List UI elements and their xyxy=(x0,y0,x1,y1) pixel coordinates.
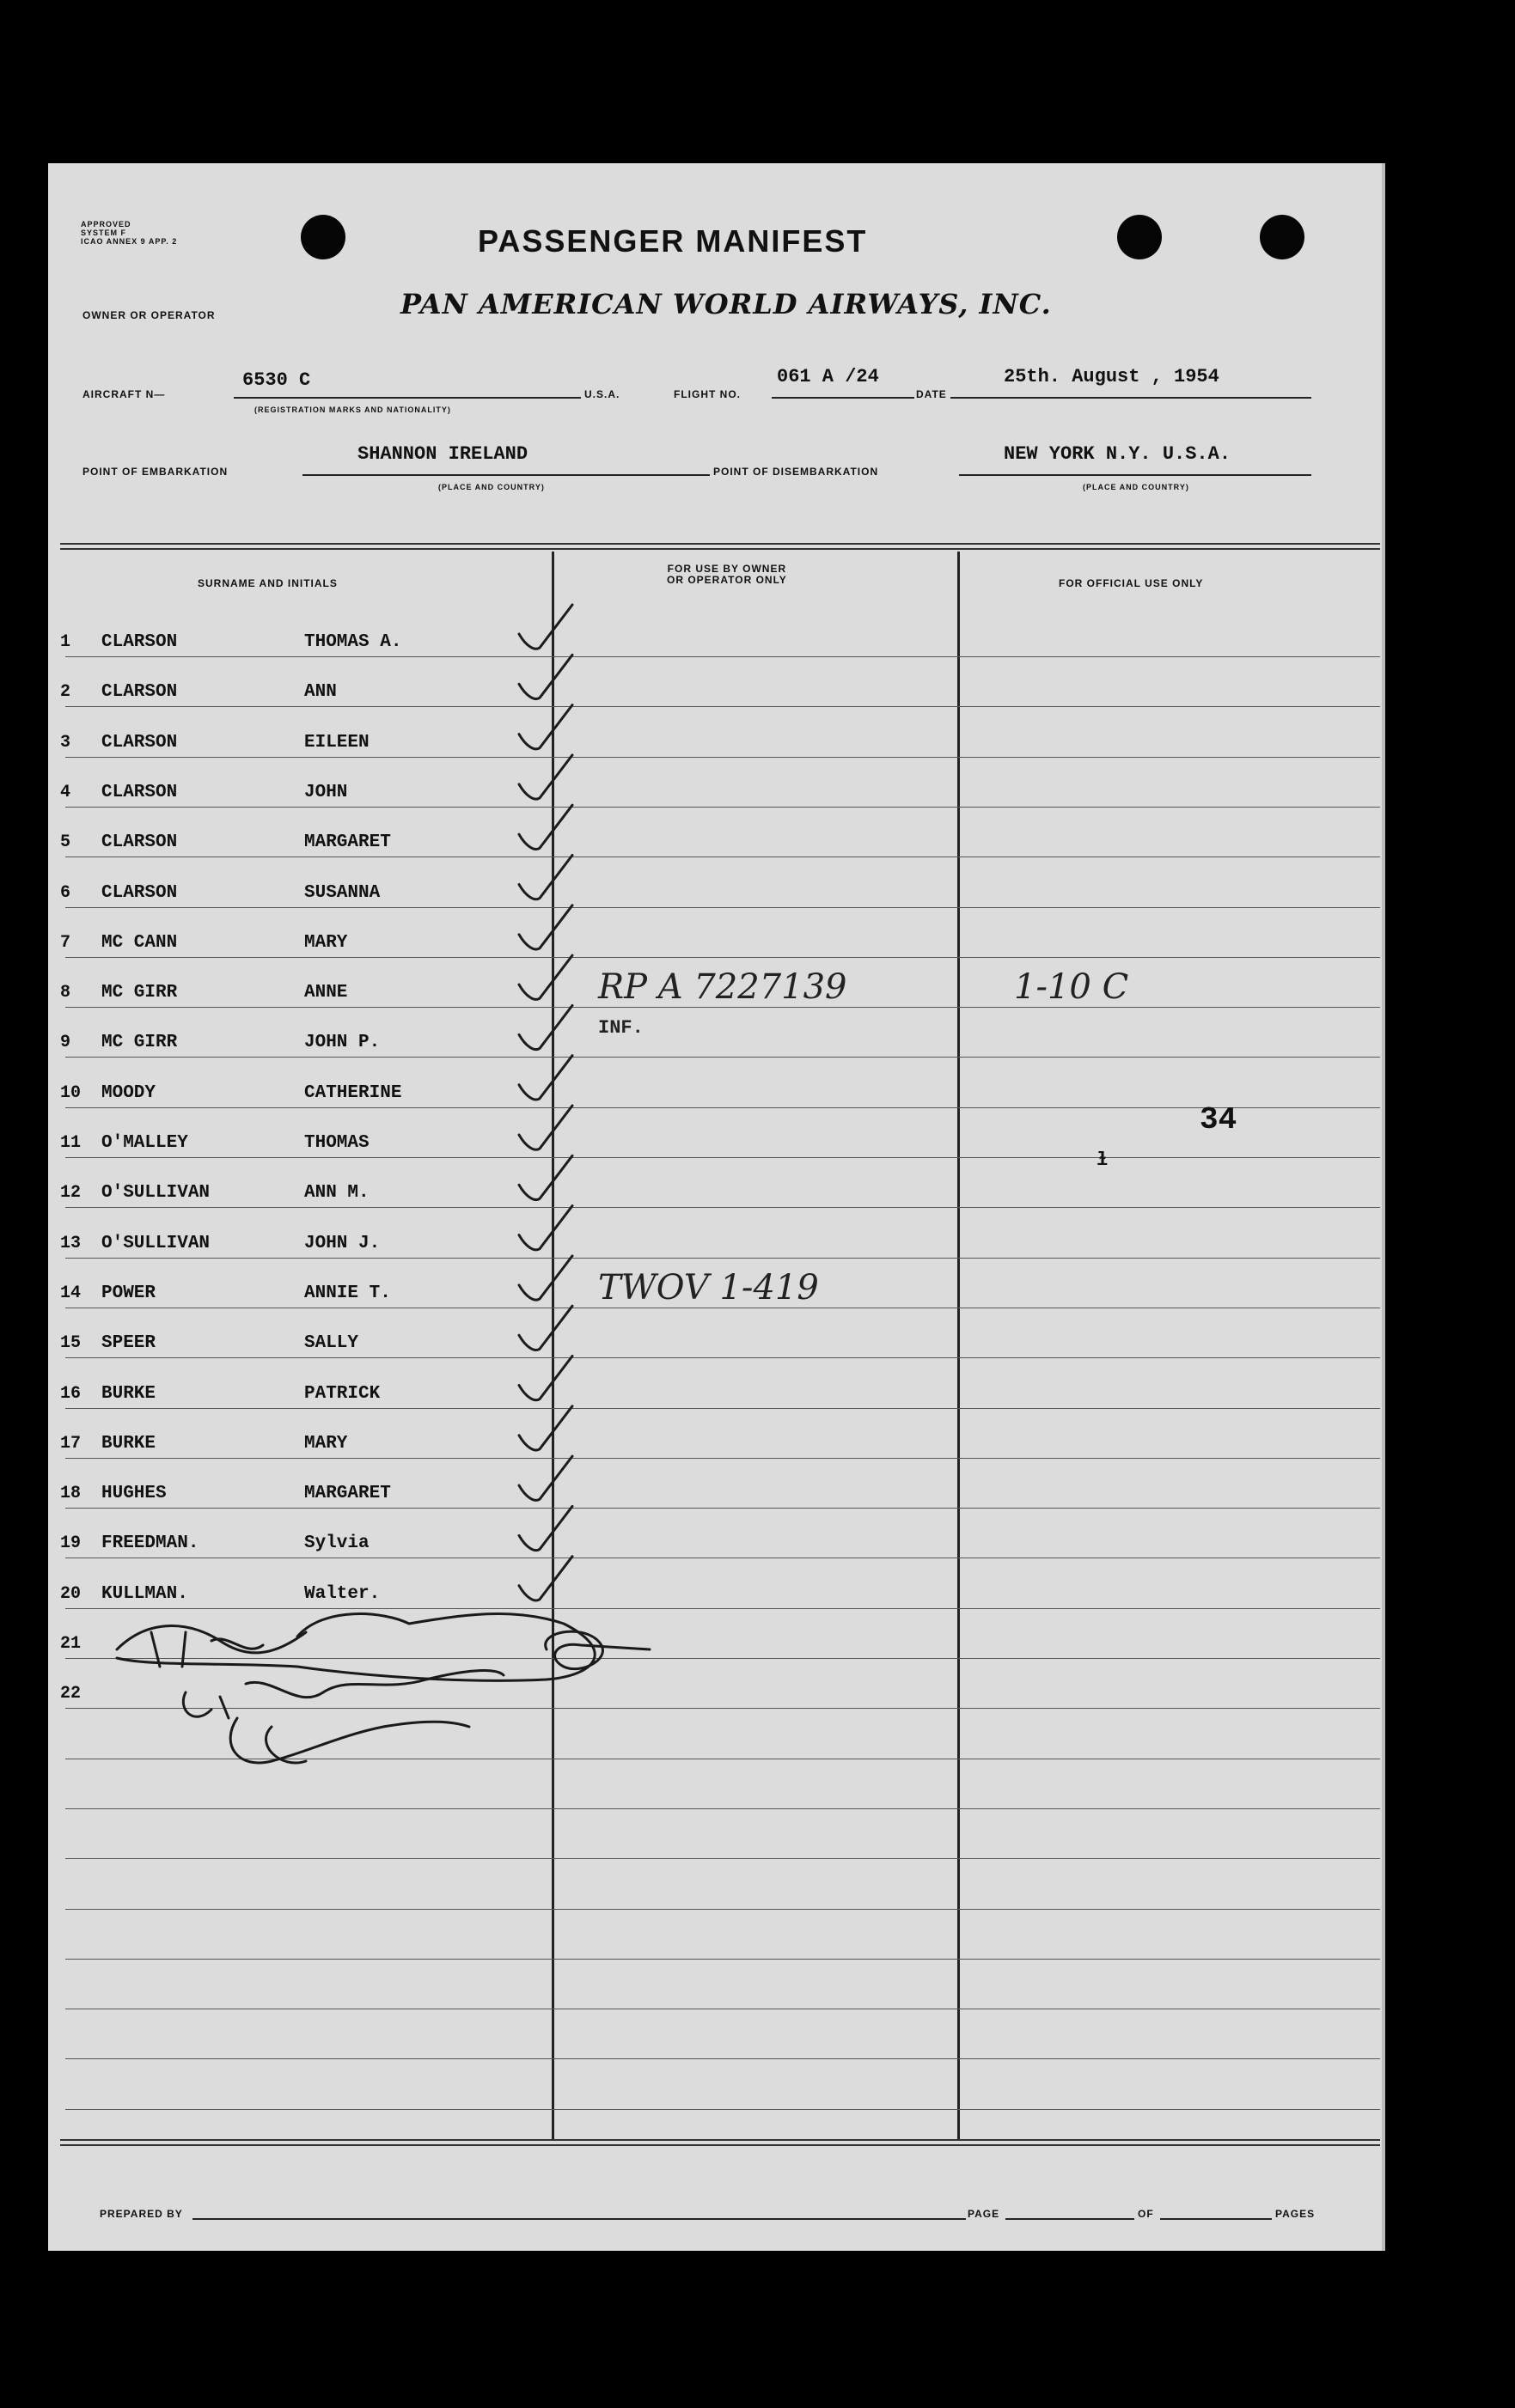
checkmark xyxy=(519,1456,572,1500)
passenger-surname: SPEER xyxy=(101,1333,156,1354)
flight-label: FLIGHT NO. xyxy=(674,388,741,400)
operator-note: TWOV 1-419 xyxy=(598,1267,819,1308)
page-line xyxy=(1005,2218,1134,2220)
owner-label: OWNER OR OPERATOR xyxy=(82,309,216,321)
passenger-surname: O'SULLIVAN xyxy=(101,1183,211,1204)
embark-label: POINT OF EMBARKATION xyxy=(82,466,229,478)
passenger-surname: KULLMAN. xyxy=(101,1583,188,1604)
usa-label: U.S.A. xyxy=(584,388,620,400)
disembark-value: NEW YORK N.Y. U.S.A. xyxy=(1004,443,1231,465)
operator-note: INF. xyxy=(598,1017,644,1039)
passenger-surname: MC CANN xyxy=(101,932,178,953)
disembark-label: POINT OF DISEMBARKATION xyxy=(713,466,879,478)
row-number: 12 xyxy=(60,1183,82,1204)
checkmark xyxy=(519,705,572,749)
checkmark xyxy=(519,856,572,899)
official-mark: ɫ xyxy=(1097,1149,1109,1171)
aircraft-value: 6530 C xyxy=(242,369,311,391)
passenger-given-name: JOHN xyxy=(304,782,348,802)
checkmark xyxy=(519,755,572,799)
row-number: 2 xyxy=(60,682,71,703)
passenger-surname: MC GIRR xyxy=(101,983,178,1003)
row-number: 20 xyxy=(60,1583,82,1604)
checkmark xyxy=(519,1506,572,1550)
passenger-given-name: CATHERINE xyxy=(304,1082,402,1103)
row-number: 7 xyxy=(60,932,71,953)
checkmark xyxy=(519,955,572,999)
row-number: 15 xyxy=(60,1333,82,1354)
row-number: 22 xyxy=(60,1684,82,1704)
passenger-surname: CLARSON xyxy=(101,732,178,753)
registration-caption: (REGISTRATION MARKS AND NATIONALITY) xyxy=(254,405,451,414)
passenger-surname: FREEDMAN. xyxy=(101,1533,199,1554)
checkmark xyxy=(519,1206,572,1250)
row-number: 4 xyxy=(60,782,71,802)
checkmark xyxy=(519,1005,572,1049)
passenger-surname: MOODY xyxy=(101,1082,156,1103)
owner-value: PAN AMERICAN WORLD AIRWAYS, INC. xyxy=(400,288,1052,320)
checkmarks xyxy=(48,163,1382,2251)
checkmark xyxy=(519,1356,572,1400)
date-label: DATE xyxy=(916,388,947,400)
passenger-given-name: EILEEN xyxy=(304,732,370,753)
passenger-surname: BURKE xyxy=(101,1433,156,1454)
passenger-surname: CLARSON xyxy=(101,782,178,802)
row-number: 18 xyxy=(60,1484,82,1504)
row-number: 6 xyxy=(60,882,71,903)
row-number: 14 xyxy=(60,1283,82,1303)
passenger-given-name: THOMAS A. xyxy=(304,632,402,652)
of-label: OF xyxy=(1138,2208,1154,2220)
passenger-surname: CLARSON xyxy=(101,832,178,853)
passenger-given-name: THOMAS xyxy=(304,1133,370,1153)
operator-note: RP A 7227139 xyxy=(598,967,847,1008)
checkmark xyxy=(519,1406,572,1450)
checkmark xyxy=(519,655,572,698)
passenger-surname: BURKE xyxy=(101,1383,156,1404)
col-owner-heading: FOR USE BY OWNER OR OPERATOR ONLY xyxy=(667,563,787,586)
passenger-surname: O'MALLEY xyxy=(101,1133,188,1153)
passenger-given-name: Sylvia xyxy=(304,1533,370,1554)
date-value: 25th. August , 1954 xyxy=(1004,366,1219,387)
checkmark xyxy=(519,1256,572,1300)
passenger-given-name: MARGARET xyxy=(304,1484,391,1504)
embark-value: SHANNON IRELAND xyxy=(357,443,528,465)
passenger-given-name: ANNE xyxy=(304,983,348,1003)
passenger-surname: POWER xyxy=(101,1283,156,1303)
passenger-given-name: ANNIE T. xyxy=(304,1283,391,1303)
row-number: 21 xyxy=(60,1634,82,1654)
row-number: 9 xyxy=(60,1033,71,1053)
passenger-given-name: JOHN P. xyxy=(304,1033,381,1053)
passenger-given-name: SUSANNA xyxy=(304,882,381,903)
aircraft-label: AIRCRAFT N— xyxy=(82,388,166,400)
col-surname-heading: SURNAME AND INITIALS xyxy=(198,577,338,589)
passenger-given-name: ANN xyxy=(304,682,337,703)
row-number: 13 xyxy=(60,1233,82,1253)
approved-note: APPROVED SYSTEM F ICAO ANNEX 9 APP. 2 xyxy=(81,220,178,246)
official-note: 1-10 C xyxy=(1014,967,1129,1008)
official-note: 34 xyxy=(1200,1102,1237,1137)
passenger-given-name: MARGARET xyxy=(304,832,391,853)
passenger-given-name: MARY xyxy=(304,1433,348,1454)
row-number: 11 xyxy=(60,1133,82,1153)
footer-rule xyxy=(60,2144,1380,2146)
passenger-surname: HUGHES xyxy=(101,1484,167,1504)
passenger-given-name: PATRICK xyxy=(304,1383,381,1404)
of-line xyxy=(1160,2218,1272,2220)
passenger-given-name: JOHN J. xyxy=(304,1233,381,1253)
pages-label: PAGES xyxy=(1275,2208,1316,2220)
prepared-by-label: PREPARED BY xyxy=(100,2208,183,2220)
checkmark xyxy=(519,605,572,649)
row-number: 8 xyxy=(60,983,71,1003)
passenger-given-name: MARY xyxy=(304,932,348,953)
passenger-surname: CLARSON xyxy=(101,882,178,903)
checkmark xyxy=(519,1106,572,1149)
row-number: 5 xyxy=(60,832,71,853)
row-number: 10 xyxy=(60,1082,82,1103)
page-label: PAGE xyxy=(968,2208,1000,2220)
disembark-caption: (PLACE AND COUNTRY) xyxy=(1083,483,1189,491)
passenger-given-name: ANN M. xyxy=(304,1183,370,1204)
row-number: 1 xyxy=(60,632,71,652)
manifest-sheet xyxy=(48,163,1385,2251)
passenger-given-name: Walter. xyxy=(304,1583,381,1604)
passenger-surname: O'SULLIVAN xyxy=(101,1233,211,1253)
checkmark xyxy=(519,1306,572,1350)
checkmark xyxy=(519,1056,572,1100)
row-number: 16 xyxy=(60,1383,82,1404)
passenger-given-name: SALLY xyxy=(304,1333,359,1354)
passenger-surname: CLARSON xyxy=(101,682,178,703)
flight-value: 061 A /24 xyxy=(777,366,879,387)
footer-rule xyxy=(60,2139,1380,2141)
row-number: 3 xyxy=(60,732,71,753)
col-official-heading: FOR OFFICIAL USE ONLY xyxy=(1059,577,1204,589)
form-title: PASSENGER MANIFEST xyxy=(478,223,868,259)
row-number: 17 xyxy=(60,1433,82,1454)
row-number: 19 xyxy=(60,1533,82,1554)
handwritten-signatures xyxy=(100,1598,667,1795)
embark-caption: (PLACE AND COUNTRY) xyxy=(438,483,545,491)
checkmark xyxy=(519,805,572,849)
checkmark xyxy=(519,905,572,949)
checkmark xyxy=(519,1155,572,1199)
passenger-surname: CLARSON xyxy=(101,632,178,652)
prepared-by-line xyxy=(192,2218,966,2220)
passenger-surname: MC GIRR xyxy=(101,1033,178,1053)
checkmark xyxy=(519,1557,572,1600)
